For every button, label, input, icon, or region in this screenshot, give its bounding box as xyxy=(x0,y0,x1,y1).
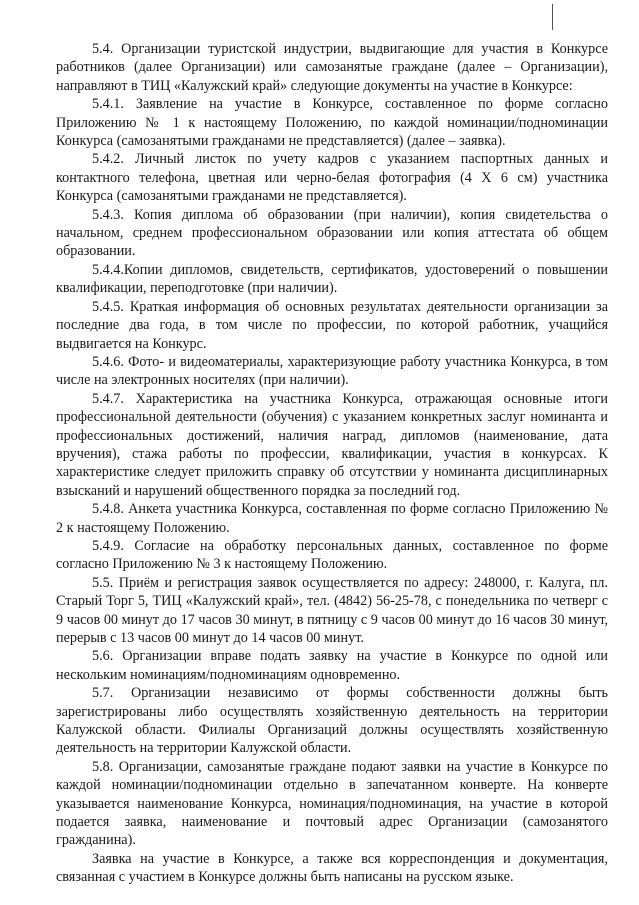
paragraph-5-4-9: 5.4.9. Согласие на обработку персональных данных, составленное по форме согласно Приложению № 3 к настоящему Положению. xyxy=(56,537,608,573)
paragraph-5-5: 5.5. Приём и регистрация заявок осуществляется по адресу: 248000, г. Калуга, пл. Старый Торг 5, ТИЦ «Калужский край», тел. (4842) 56-25-78, с понедельника по четверг с 9 часов 00 минут до 17 часов 30 минут, в пятницу с 9 часов 00 минут до 16 часов 30 минут, перерыв с 13 часов 00 минут до 14 часов 00 минут. xyxy=(56,574,608,646)
paragraph-5-4: 5.4. Организации туристской индустрии, выдвигающие для участия в Конкурсе работников (далее Организации) или самозанятые граждане (далее – Организации), направляют в ТИЦ «Калужский край» следующие документы на участие в Конкурсе: xyxy=(56,41,608,94)
paragraph-5-4-1: 5.4.1. Заявление на участие в Конкурсе, составленное по форме согласно Приложению № 1 к настоящему Положению, по каждой номинации/подноминации Конкурса (самозанятыми гражданами не представляется) (далее – заявка). xyxy=(56,96,608,150)
paragraph-5-7: 5.7. Организации независимо от формы собственности должны быть зарегистрированы либо осуществлять хозяйственную деятельность на территории Калужской области. Филиалы Организаций должны осуществлять хозяйственную деятельность на территории Калужской области. xyxy=(56,685,608,757)
document-body xyxy=(56,40,608,887)
paragraph-5-8: 5.8. Организации, самозанятые граждане подают заявки на участие в Конкурсе по каждой номинации/подноминации отдельно в запечатанном конверте. На конверте указывается наименование Конкурса, номинация/подноминация, на участие в которой подается заявка, наименование и почтовый адрес Организации (самозанятого гражданина). xyxy=(56,758,608,849)
paragraph-5-4-8: 5.4.8. Анкета участника Конкурса, составленная по форме согласно Приложению № 2 к настоящему Положению. xyxy=(56,501,608,536)
paragraph-5-4-6: 5.4.6. Фото- и видеоматериалы, характеризующие работу участника Конкурса, в том числе на электронных носителях (при наличии). xyxy=(56,353,608,389)
paragraph-5-6: 5.6. Организации вправе подать заявку на участие в Конкурсе по одной или нескольким номинациям/подноминациям одновременно. xyxy=(56,648,608,683)
paragraph-5-4-5: 5.4.5. Краткая информация об основных результатах деятельности организации за последние два года, в том числе по профессии, по которой работник, учащийся выдвигается на Конкурс. xyxy=(56,298,608,352)
paragraph-language-requirement: Заявка на участие в Конкурсе, а также вся корреспонденция и документация, связанная с участием в Конкурсе должны быть написаны на русском языке. xyxy=(56,850,608,886)
paragraph-5-4-7: 5.4.7. Характеристика на участника Конкурса, отражающая основные итоги профессиональной деятельности (обучения) с указанием конкретных заслуг номинанта и профессиональных достижений, наличия наград, дипломов (наименование, дата вручения), стажа работы по профессии, квалификации, участия в конкурсах. К характеристике следует приложить справку об отсутствии у номинанта дисциплинарных взысканий и нарушений общественного порядка за последний год. xyxy=(56,390,608,499)
paragraph-5-4-4: 5.4.4.Копии дипломов, свидетельств, сертификатов, удостоверений о повышении квалификации, переподготовке (при наличии). xyxy=(56,261,608,297)
scan-edge-mark xyxy=(552,4,553,30)
paragraph-5-4-2: 5.4.2. Личный листок по учету кадров с указанием паспортных данных и контактного телефона, цветная или черно-белая фотография (4 Х 6 см) участника Конкурса (самозанятыми гражданами не представляется). xyxy=(56,151,608,205)
paragraph-5-4-3: 5.4.3. Копия диплома об образовании (при наличии), копия свидетельства о начальном, среднем профессиональном образовании или копия аттестата об общем образовании. xyxy=(56,206,608,260)
